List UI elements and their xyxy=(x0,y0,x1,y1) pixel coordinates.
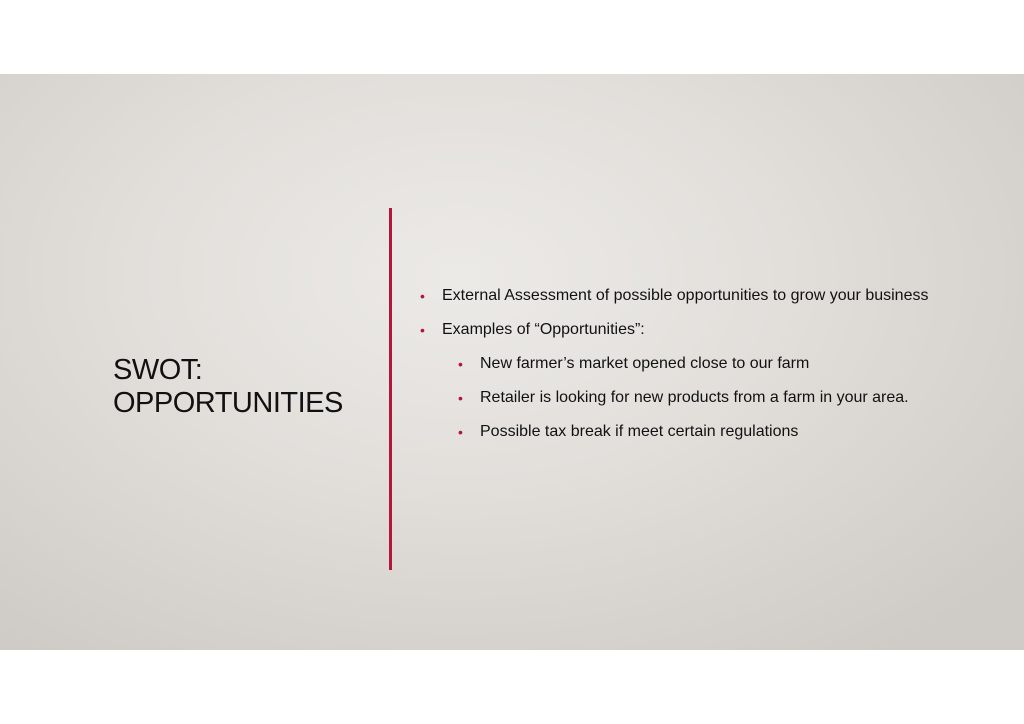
bullet-icon: • xyxy=(420,322,425,338)
slide-title-line-1: SWOT: xyxy=(113,354,203,386)
vertical-divider xyxy=(389,208,392,570)
bullet-text: Possible tax break if meet certain regulations xyxy=(480,423,799,440)
sub-bullet-item xyxy=(458,350,940,378)
bullet-text: New farmer’s market opened close to our farm xyxy=(480,355,810,372)
bullet-icon: • xyxy=(458,424,463,440)
bullet-item xyxy=(420,316,940,344)
bullet-item xyxy=(420,282,940,310)
slide-title-line-2: OPPORTUNITIES xyxy=(113,387,343,419)
bullet-icon: • xyxy=(458,390,463,406)
bullet-text: External Assessment of possible opportunities to grow your business xyxy=(442,287,929,304)
slide-title xyxy=(113,354,343,420)
sub-bullet-item xyxy=(458,384,940,412)
bullet-list xyxy=(420,282,940,452)
bullet-icon: • xyxy=(458,356,463,372)
slide xyxy=(0,74,1024,650)
sub-bullet-item xyxy=(458,418,940,446)
bullet-text: Examples of “Opportunities”: xyxy=(442,321,645,338)
bullet-icon: • xyxy=(420,288,425,304)
bullet-text: Retailer is looking for new products from a farm in your area. xyxy=(480,389,909,406)
